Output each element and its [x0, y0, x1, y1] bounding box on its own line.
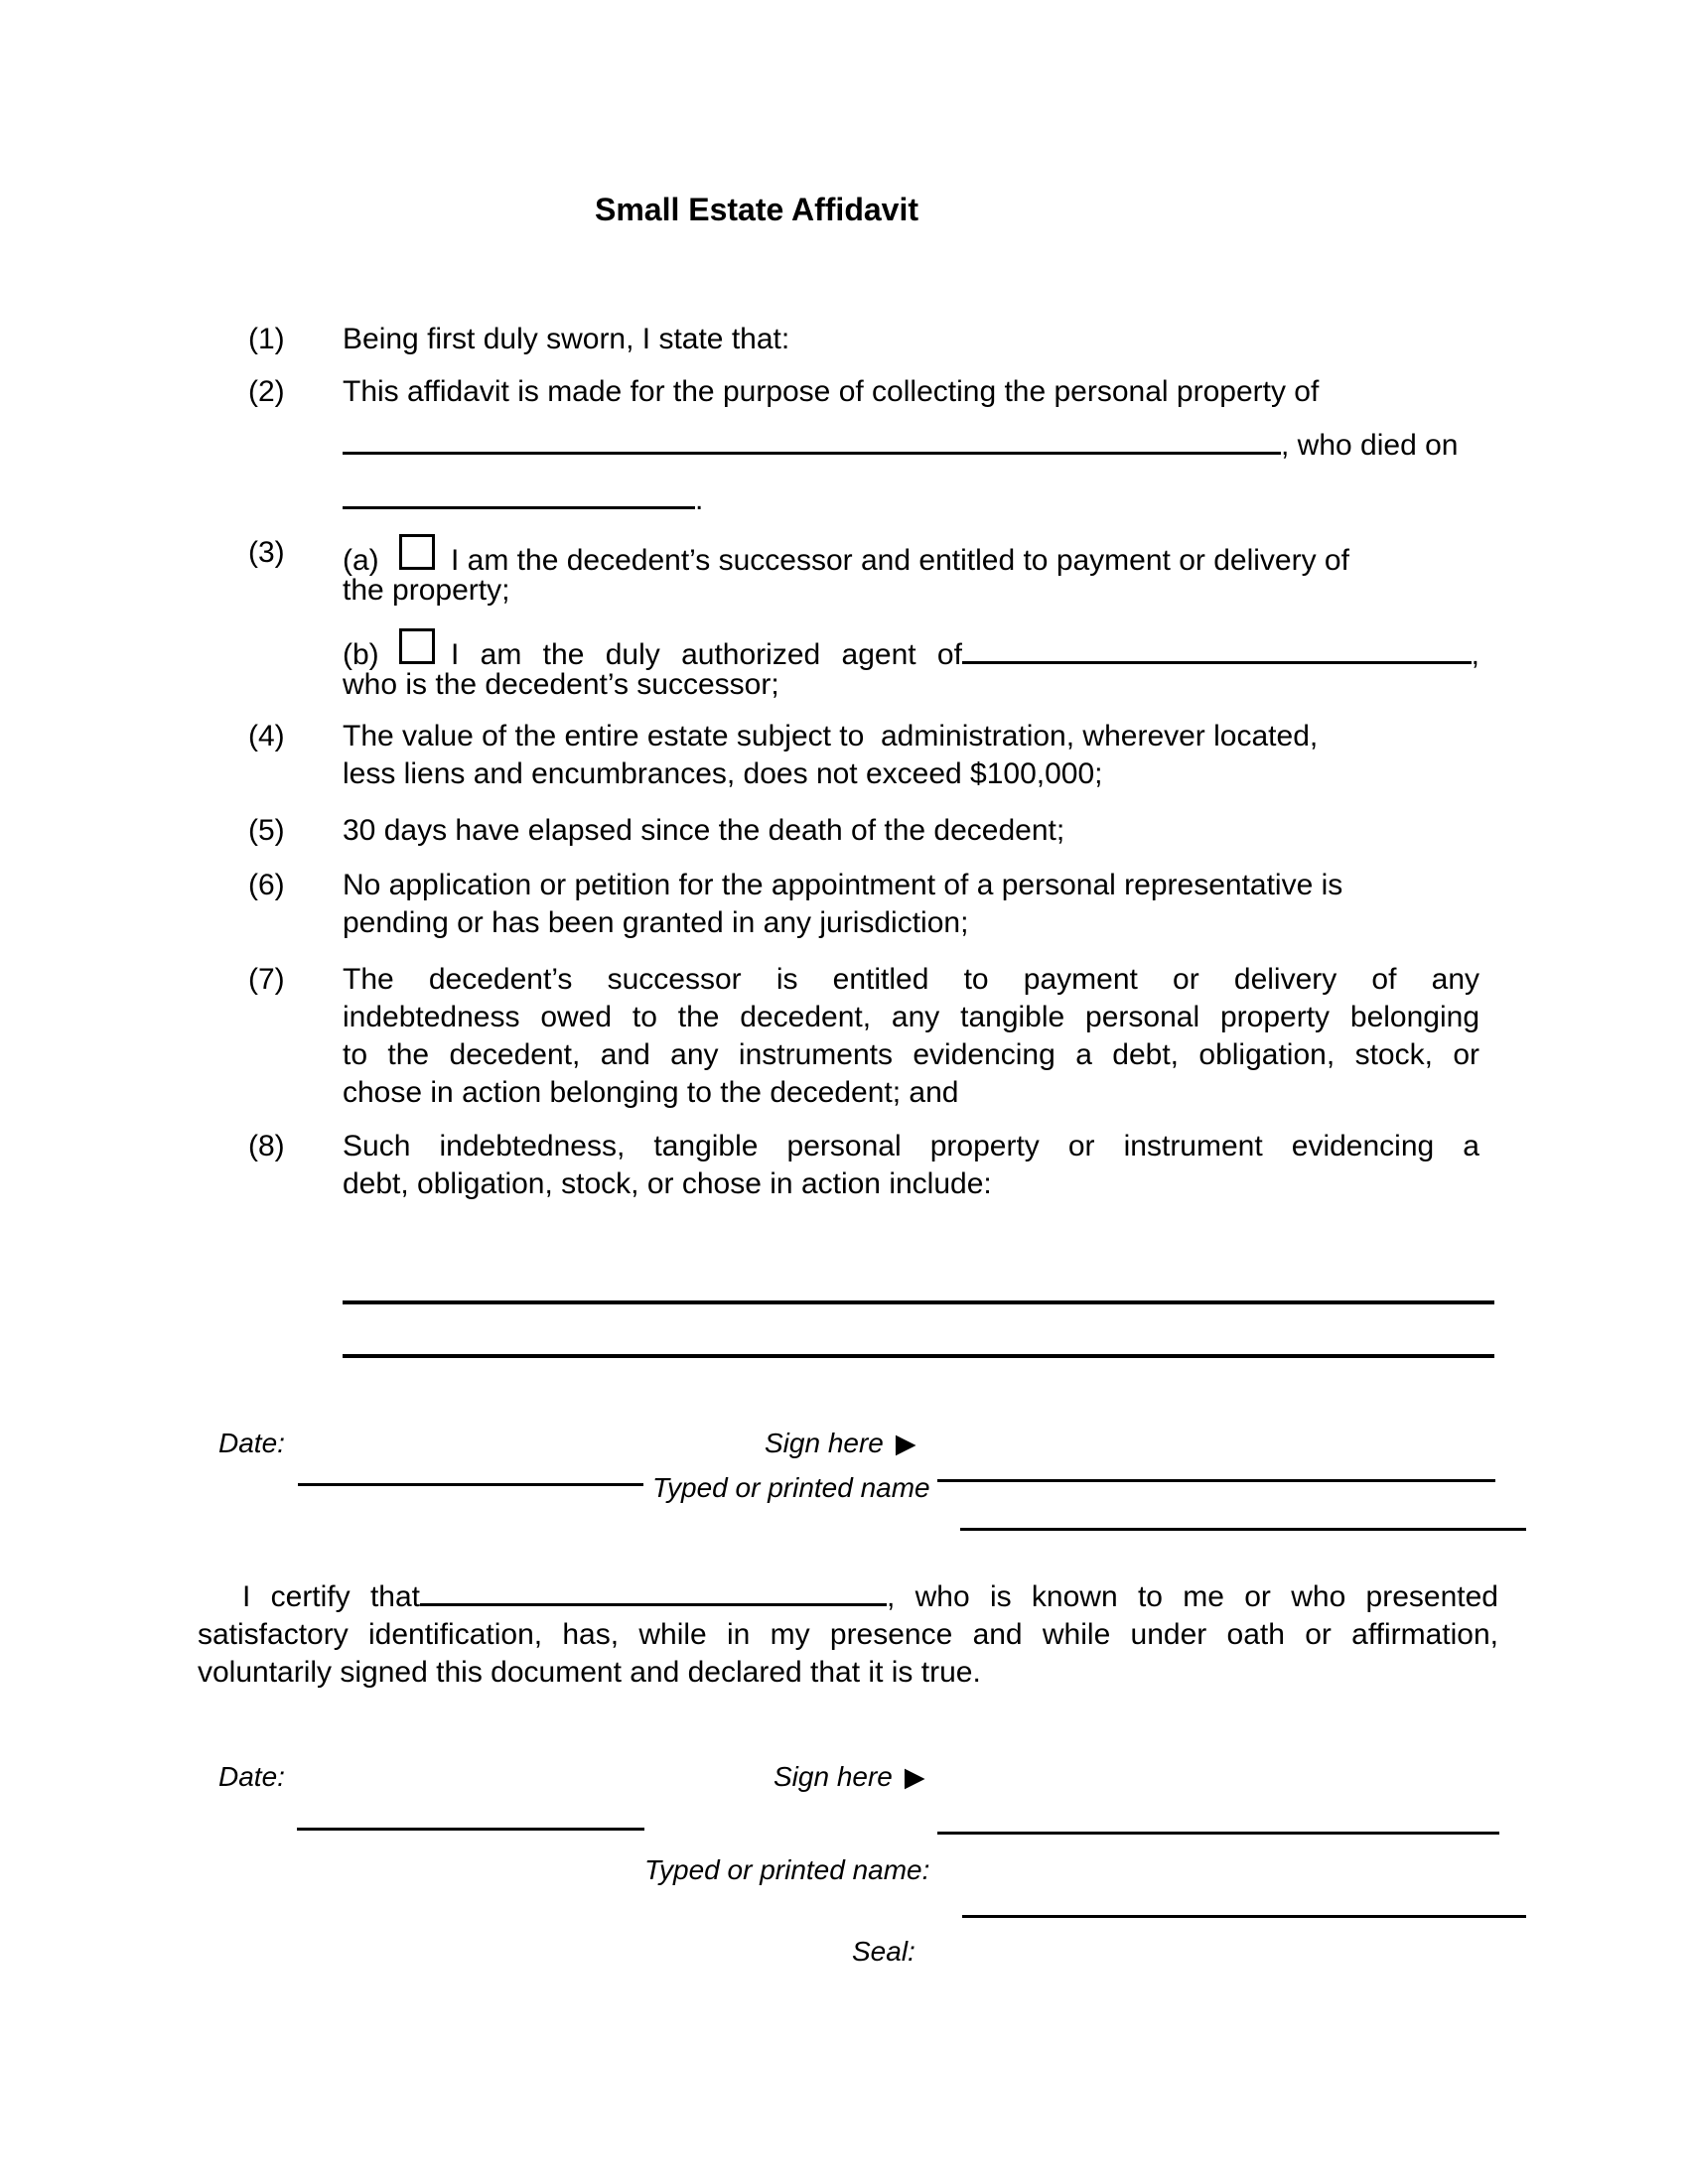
notary-typed-name-label: Typed or printed name:	[644, 1854, 930, 1885]
item-text: Being first duly sworn, I state that:	[343, 323, 790, 355]
affiant-signature-line[interactable]	[937, 1479, 1495, 1482]
notary-typed-name-line[interactable]	[962, 1915, 1526, 1918]
sign-here-arrow-icon: ▶	[895, 1429, 916, 1458]
item-text: I am the duly authorized agent of	[451, 638, 962, 671]
affiant-typed-name-line[interactable]	[960, 1528, 1526, 1531]
item-text: 30 days have elapsed since the death of the decedent;	[343, 814, 1065, 847]
who-died-on-text: , who died on	[1281, 429, 1459, 462]
notary-date-label: Date:	[218, 1761, 285, 1792]
item-1	[248, 321, 1479, 358]
notary-sign-here-label	[774, 1760, 925, 1794]
item-number: (8)	[248, 1130, 285, 1162]
item-8	[248, 1128, 1479, 1203]
item-text: debt, obligation, stock, or chose in action include:	[343, 1167, 992, 1200]
sub-item-label: (a)	[343, 544, 379, 577]
certify-text-after: , who is known to me or who presented	[887, 1580, 1498, 1613]
item-number: (3)	[248, 536, 285, 569]
agent-name-blank[interactable]	[962, 661, 1472, 664]
item-text: The value of the entire estate subject to administration, wherever located,	[343, 720, 1319, 752]
item-text: the property;	[343, 574, 510, 607]
period-text: .	[695, 483, 704, 516]
item-text: to the decedent, and any instruments evidencing a debt, obligation, stock, or	[343, 1038, 1479, 1071]
agent-checkbox[interactable]	[399, 628, 435, 664]
property-list-line-2[interactable]	[343, 1354, 1494, 1358]
death-date-blank[interactable]	[343, 506, 695, 509]
item-7	[248, 961, 1479, 1112]
affiant-date-line[interactable]	[298, 1483, 643, 1486]
item-number: (7)	[248, 963, 285, 996]
item-number: (4)	[248, 720, 285, 752]
decedent-name-blank[interactable]	[343, 452, 1281, 455]
notary-date-line[interactable]	[297, 1828, 644, 1831]
item-text: chose in action belonging to the decedent; and	[343, 1076, 959, 1109]
sub-item-label: (b)	[343, 638, 379, 671]
certification-line-1	[198, 1578, 1498, 1616]
item-text: I am the decedent’s successor and entitled to payment or delivery of	[451, 544, 1349, 577]
certification-line-2: satisfactory identification, has, while in my presence and while under oath or affirmation,	[198, 1618, 1498, 1651]
sign-here-arrow-icon: ▶	[904, 1762, 925, 1792]
sign-here-text: Sign here	[765, 1428, 884, 1458]
property-list-line-1[interactable]	[343, 1300, 1494, 1304]
affiant-typed-name-label: Typed or printed name	[652, 1472, 930, 1503]
item-6	[248, 867, 1479, 942]
item-text: No application or petition for the appointment of a personal representative is	[343, 869, 1343, 901]
item-number: (1)	[248, 323, 285, 355]
notary-signature-line[interactable]	[937, 1832, 1499, 1835]
item-text: The decedent’s successor is entitled to payment or delivery of any	[343, 963, 1479, 996]
affiant-date-label: Date:	[218, 1428, 285, 1458]
item-number: (6)	[248, 869, 285, 901]
comma-text: ,	[1471, 638, 1479, 671]
item-text: Such indebtedness, tangible personal property or instrument evidencing a	[343, 1130, 1479, 1162]
notary-seal-label: Seal:	[852, 1936, 915, 1967]
death-date-row	[343, 481, 1479, 519]
affiant-name-blank[interactable]	[420, 1603, 887, 1606]
item-3a-row	[343, 534, 1479, 577]
successor-checkbox[interactable]	[399, 534, 435, 570]
item-text: indebtedness owed to the decedent, any tangible personal property belonging	[343, 1001, 1479, 1033]
item-number: (2)	[248, 375, 285, 408]
item-3	[248, 534, 1479, 704]
item-5	[248, 812, 1479, 850]
item-2	[248, 373, 1479, 411]
item-3b-row	[343, 628, 1479, 671]
item-text: pending or has been granted in any jurisdiction;	[343, 906, 969, 939]
document-title: Small Estate Affidavit	[594, 192, 919, 227]
item-text: who is the decedent’s successor;	[343, 668, 779, 701]
decedent-name-row	[343, 427, 1479, 465]
sign-here-text: Sign here	[774, 1761, 893, 1792]
affiant-sign-here-label	[765, 1427, 916, 1460]
item-text: less liens and encumbrances, does not exceed $100,000;	[343, 757, 1103, 790]
certification-line-3: voluntarily signed this document and declared that it is true.	[198, 1656, 981, 1689]
item-text: This affidavit is made for the purpose of collecting the personal property of	[343, 375, 1320, 408]
item-4	[248, 718, 1479, 793]
certify-text-before: I certify that	[242, 1580, 420, 1613]
item-number: (5)	[248, 814, 285, 847]
